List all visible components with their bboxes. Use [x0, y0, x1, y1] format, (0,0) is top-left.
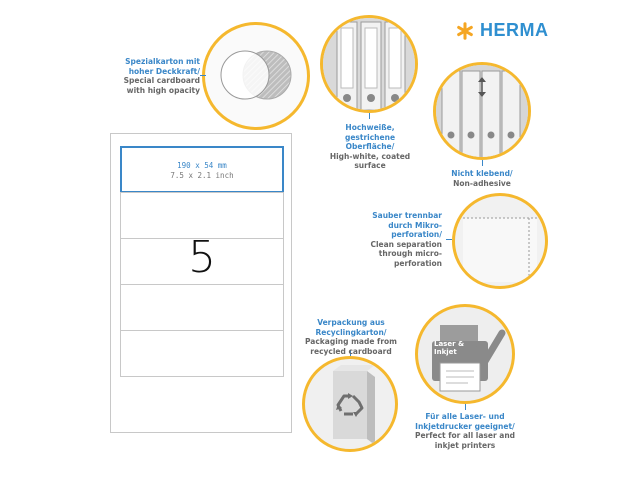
packaging-circle — [302, 356, 398, 452]
opacity-de: Spezialkarton mit hoher Deckkraft/ — [125, 57, 200, 76]
brand-logo — [456, 20, 549, 41]
labels-per-sheet: 5 — [188, 232, 216, 283]
label-5 — [120, 330, 284, 377]
printers-circle — [415, 304, 515, 404]
opacity-en: Special cardboard with high opacity — [123, 76, 200, 95]
brand-name: HERMA — [480, 20, 549, 40]
adhesive-connector — [482, 160, 483, 166]
binder-inserts-icon — [436, 65, 528, 157]
adhesive-text — [436, 169, 528, 188]
surface-text — [318, 123, 422, 171]
perforation-connector — [446, 239, 452, 240]
adhesive-circle — [433, 62, 531, 160]
packaging-de: Verpackung aus Recyclingkarton/ — [315, 318, 387, 337]
perforation-circle — [452, 193, 548, 289]
printers-de: Für alle Laser- und Inkjetdrucker geeignet/ — [415, 412, 515, 431]
label-dims-inch: 7.5 x 2.1 inch — [170, 171, 234, 180]
label-sheet — [110, 133, 292, 433]
surface-connector — [369, 113, 370, 119]
perforation-icon — [455, 196, 545, 286]
perforation-text — [346, 211, 442, 268]
surface-en: High-white, coated surface — [329, 151, 411, 170]
opacity-discs-icon — [205, 25, 307, 127]
printers-en: Perfect for all laser and inkjet printers — [414, 431, 516, 450]
opacity-circle — [202, 22, 310, 130]
adhesive-de: Nicht klebend/ — [451, 169, 513, 178]
label-4 — [120, 284, 284, 331]
packaging-en: Packaging made from recycled cardboard — [305, 337, 397, 356]
binder-spines-icon — [323, 18, 415, 110]
label-1 — [120, 146, 284, 193]
adhesive-en: Non-adhesive — [453, 178, 511, 188]
laser-inkjet-badge: Laser & Inkjet — [434, 340, 465, 356]
herma-star-icon — [456, 22, 474, 40]
label-dims-mm: 190 x 54 mm — [177, 161, 227, 170]
surface-de: Hochweiße, gestrichene Oberfläche/ — [344, 123, 396, 151]
printers-text — [403, 412, 527, 450]
opacity-connector — [200, 75, 206, 76]
printers-connector — [465, 404, 466, 410]
perforation-de: Sauber trennbar durch Mikro- perforation/ — [372, 211, 442, 239]
surface-circle — [320, 15, 418, 113]
opacity-text — [112, 57, 200, 95]
packaging-text — [296, 318, 406, 356]
recycle-box-icon — [305, 359, 395, 449]
perforation-en: Clean separation through micro- perforation — [370, 239, 442, 268]
